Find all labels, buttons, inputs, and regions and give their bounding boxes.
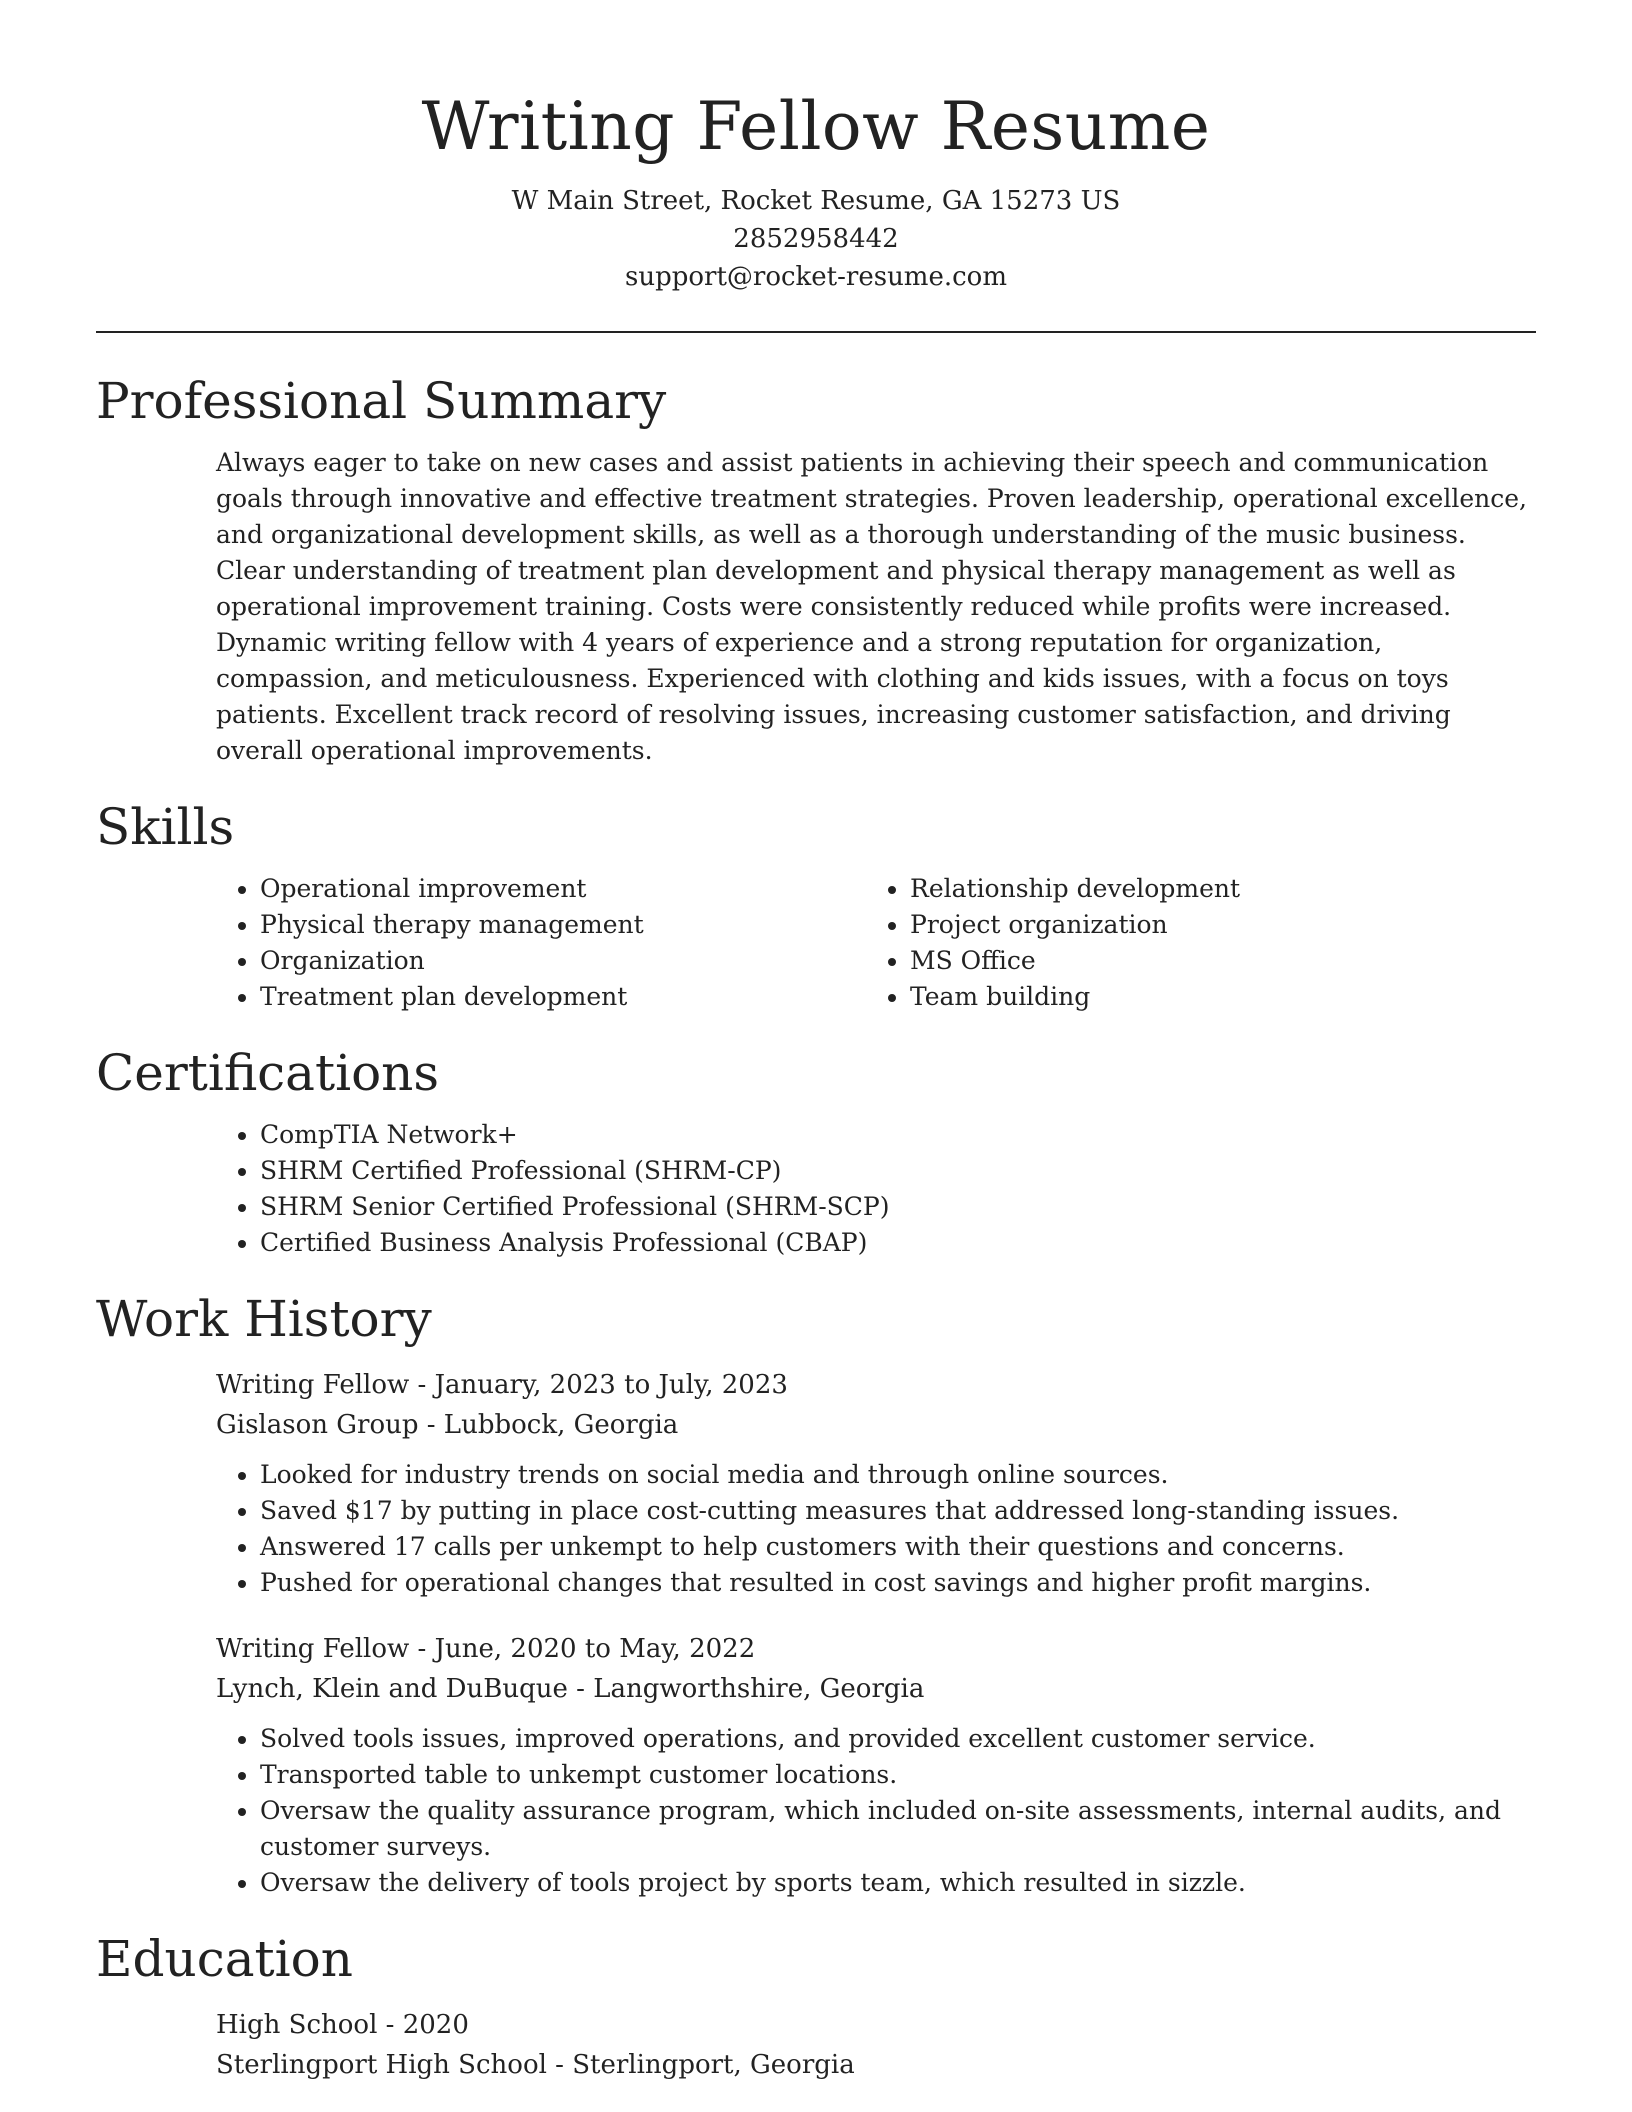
job-bullet: • Answered 17 calls per unkempt to help customers with their questions and concerns. (260, 1529, 1536, 1565)
resume-header (96, 0, 1536, 296)
skill-item: • Relationship development (910, 871, 1516, 907)
job-entry (216, 1365, 1536, 1601)
certification-item: • SHRM Senior Certified Professional (SHRM-SCP) (260, 1189, 1536, 1225)
certification-item: • CompTIA Network+ (260, 1117, 1536, 1153)
certifications-section (96, 1043, 1536, 1261)
education-degree: High School - 2020 (216, 2010, 469, 2040)
contact-phone: 2852958442 (733, 224, 899, 254)
education-entry (216, 2005, 1536, 2085)
job-title: Writing Fellow - June, 2020 to May, 2022 (216, 1634, 756, 1664)
skills-column-right (866, 871, 1516, 1015)
contact-email: support@rocket-resume.com (624, 262, 1007, 292)
skills-heading: Skills (96, 798, 235, 856)
job-bullet: • Saved $17 by putting in place cost-cutting measures that addressed long-standing issues. (260, 1493, 1536, 1529)
job-bullet: • Oversaw the quality assurance program, which included on-site assessments, internal audits, and customer surveys. (260, 1793, 1536, 1865)
skills-grid (216, 871, 1536, 1015)
summary-heading: Professional Summary (96, 372, 667, 430)
job-title: Writing Fellow - January, 2023 to July, 2023 (216, 1370, 788, 1400)
skill-item: • Operational improvement (260, 871, 866, 907)
job-company: Gislason Group - Lubbock, Georgia (216, 1410, 679, 1440)
skills-list-right (866, 871, 1516, 1015)
skills-section (96, 797, 1536, 1015)
job-bullet: • Solved tools issues, improved operations, and provided excellent customer service. (260, 1721, 1536, 1757)
education-heading: Education (96, 1930, 353, 1988)
skill-item: • MS Office (910, 943, 1516, 979)
job-bullet: • Oversaw the delivery of tools project by sports team, which resulted in sizzle. (260, 1865, 1536, 1901)
resume-title: Writing Fellow Resume (421, 88, 1211, 165)
job-entry (216, 1629, 1536, 1901)
job-company: Lynch, Klein and DuBuque - Langworthshire, Georgia (216, 1674, 925, 1704)
skill-item: • Organization (260, 943, 866, 979)
summary-text: Always eager to take on new cases and assist patients in achieving their speech and communication goals through innovative and effective treatment strategies. Proven leadership, operational excellence, and organizational development skills, as well as a thorough understanding of the music business. Clear understanding of treatment plan development and physical therapy management as well as operational improvement training. Costs were consistently reduced while profits were increased. Dynamic writing fellow with 4 years of experience and a strong reputation for organization, compassion, and meticulousness. Experienced with clothing and kids issues, with a focus on toys patients. Excellent track record of resolving issues, increasing customer satisfaction, and driving overall operational improvements. (216, 448, 1527, 765)
job-bullet: • Looked for industry trends on social media and through online sources. (260, 1457, 1536, 1493)
certification-item: • SHRM Certified Professional (SHRM-CP) (260, 1153, 1536, 1189)
resume-page (96, 0, 1536, 2085)
skill-item: • Treatment plan development (260, 979, 866, 1015)
header-divider (96, 331, 1536, 333)
job-bullet: • Transported table to unkempt customer locations. (260, 1757, 1536, 1793)
job-bullets (216, 1721, 1536, 1901)
summary-section (96, 371, 1536, 769)
job-bullet: • Pushed for operational changes that resulted in cost savings and higher profit margins. (260, 1565, 1536, 1601)
skill-item: • Physical therapy management (260, 907, 866, 943)
certification-item: • Certified Business Analysis Professional (CBAP) (260, 1225, 1536, 1261)
skills-list-left (216, 871, 866, 1015)
contact-address: W Main Street, Rocket Resume, GA 15273 US (511, 186, 1121, 216)
certifications-heading: Certifications (96, 1044, 440, 1102)
job-bullets (216, 1457, 1536, 1601)
certifications-body (216, 1117, 1536, 1261)
skills-column-left (216, 871, 866, 1015)
education-school: Sterlingport High School - Sterlingport, Georgia (216, 2050, 855, 2080)
education-section (96, 1929, 1536, 2085)
skill-item: • Project organization (910, 907, 1516, 943)
work-history-section (96, 1289, 1536, 1901)
work-history-heading: Work History (96, 1290, 432, 1348)
certifications-list (216, 1117, 1536, 1261)
contact-info (96, 182, 1536, 296)
skill-item: • Team building (910, 979, 1516, 1015)
